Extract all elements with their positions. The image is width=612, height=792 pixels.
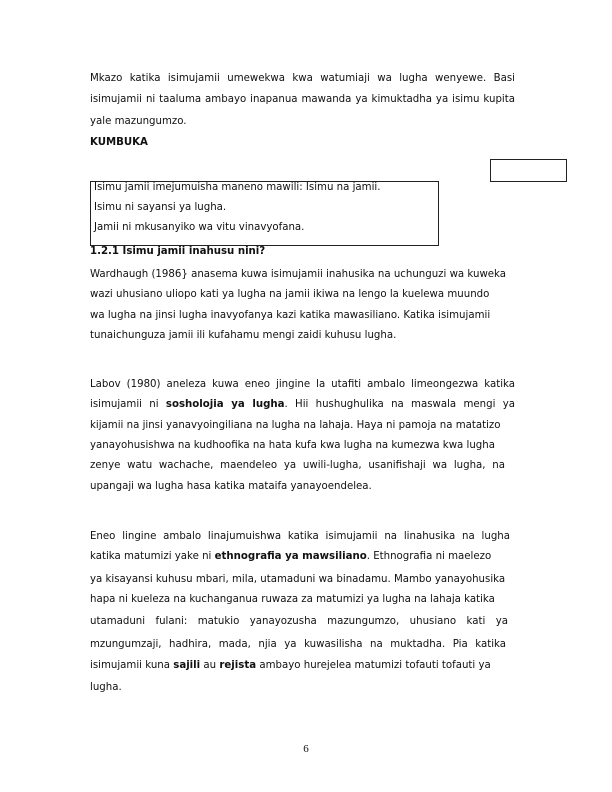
para-line: isimujamii ni sosholojia ya lugha. Hii hushughulika na maswala mengi ya xyxy=(90,399,515,410)
para-line: katika matumizi yake ni ethnografia ya mawsiliano. Ethnografia ni maelezo xyxy=(90,551,492,562)
intro-line: yale mazungumzo. xyxy=(90,116,187,127)
intro-line: Mkazo katika isimujamii umewekwa kwa watumiaji wa lugha wenyewe. Basi xyxy=(90,73,515,84)
para-line: wazi uhusiano uliopo kati ya lugha na jamii ikiwa na lengo la kuelewa muundo xyxy=(90,289,490,300)
para-line: Labov (1980) aneleza kuwa eneo jingine la utafiti ambalo limeongezwa katika xyxy=(90,379,515,390)
para-line: Eneo lingine ambalo linajumuishwa katika isimujamii na linahusika na lugha xyxy=(90,531,510,542)
intro-line: isimujamii ni taaluma ambayo inapanua mawanda ya kimuktadha ya isimu kupita xyxy=(90,94,515,105)
para-line: ya kisayansi kuhusu mbari, mila, utamaduni wa binadamu. Mambo yanayohusika xyxy=(90,574,506,585)
kumbuka-heading: KUMBUKA xyxy=(90,137,148,148)
para-line: yanayohusishwa na kudhoofika na hata kufa kwa lugha na kumezwa kwa lugha xyxy=(90,440,495,451)
para-line: kijamii na jinsi yanavyoingiliana na lugha na lahaja. Haya ni pamoja na matatizo xyxy=(90,420,501,431)
para-line: wa lugha na jinsi lugha inavyofanya kazi katika mawasiliano. Katika isimujamii xyxy=(90,310,491,321)
para-line: tunaichunguza jamii ili kufahamu mengi zaidi kuhusu lugha. xyxy=(90,330,397,341)
section-heading: 1.2.1 Isimu jamii inahusu nini? xyxy=(90,246,266,257)
para-line: isimujamii kuna sajili au rejista ambayo hurejelea matumizi tofauti tofauti ya xyxy=(90,660,491,671)
para-line: lugha. xyxy=(90,682,122,693)
para-line: hapa ni kueleza na kuchanganua ruwaza za matumizi ya lugha na lahaja katika xyxy=(90,594,495,605)
note-line: Jamii ni mkusanyiko wa vitu vinavyofana. xyxy=(94,222,305,233)
para-line: upangaji wa lugha hasa katika mataifa yanayoendelea. xyxy=(90,481,372,492)
empty-box xyxy=(490,159,567,182)
note-line: Isimu ni sayansi ya lugha. xyxy=(94,202,227,213)
page-number: 6 xyxy=(303,743,309,755)
para-line: utamaduni fulani: matukio yanayozusha mazungumzo, uhusiano kati ya xyxy=(90,616,508,627)
para-line: Wardhaugh (1986} anasema kuwa isimujamii inahusika na uchunguzi wa kuweka xyxy=(90,269,507,280)
para-line: zenye watu wachache, maendeleo ya uwili-lugha, usanifishaji wa lugha, na xyxy=(90,460,505,471)
note-line: Isimu jamii imejumuisha maneno mawili: Isimu na jamii. xyxy=(94,182,381,193)
para-line: mzungumzaji, hadhira, mada, njia ya kuwasilisha na muktadha. Pia katika xyxy=(90,639,506,650)
